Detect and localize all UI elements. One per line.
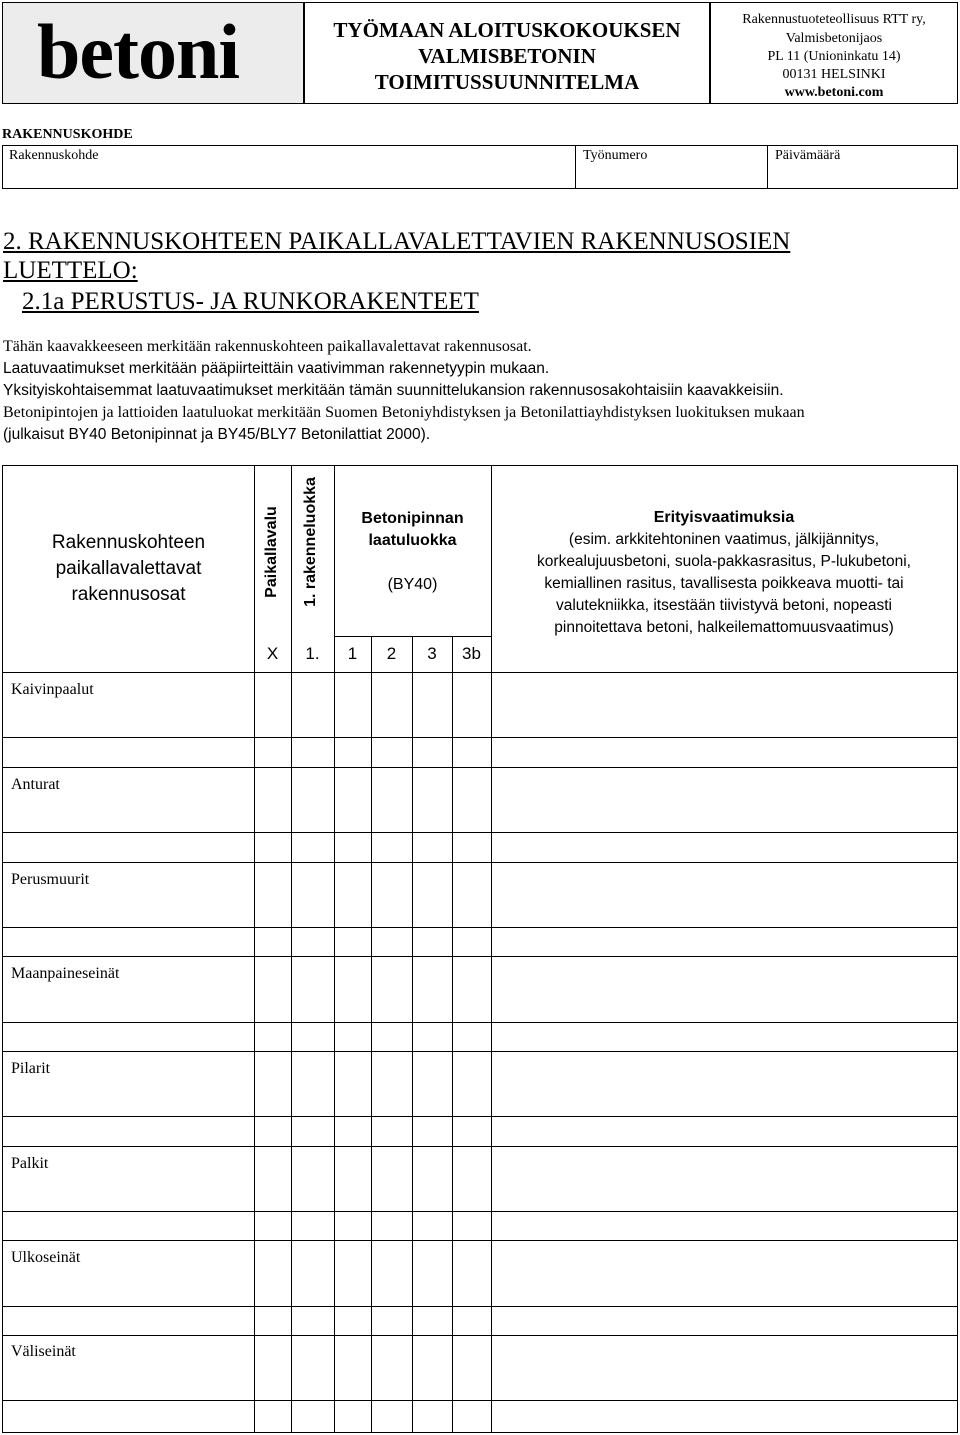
grid-line xyxy=(3,1146,957,1147)
address-line: 00131 HELSINKI xyxy=(782,67,886,82)
surface-class-column-header xyxy=(334,508,491,596)
grade-3b-header: 3b xyxy=(462,644,481,663)
grid-line xyxy=(3,832,957,833)
form-title-line: TYÖMAAN ALOITUSKOKOUKSEN xyxy=(333,18,681,42)
grid-line xyxy=(412,636,413,1432)
grid-line xyxy=(3,1116,957,1117)
grid-line xyxy=(291,672,292,1432)
grid-line xyxy=(452,636,453,1432)
structural-parts-table xyxy=(2,465,958,1433)
header-line: valutekniikka, itsestään tiivistyvä betoni, nopeasti xyxy=(555,597,892,614)
address-line: PL 11 (Unioninkatu 14) xyxy=(767,49,901,64)
grade-2-header: 2 xyxy=(386,644,397,663)
header-line: (esim. arkkitehtoninen vaatimus, jälkijännitys, xyxy=(568,531,880,548)
parts-column-header xyxy=(3,530,254,608)
row-label-anturat: Anturat xyxy=(11,776,60,793)
instruction-text: Betonipintojen ja lattioiden laatuluokat merkitään Suomen Betoniyhdistyksen ja Betonilattiayhdistyksen luokituksen mukaan xyxy=(3,404,805,421)
form-title-line: VALMISBETONIN xyxy=(418,44,596,68)
structural-class-column-header: 1. rakenneluokka xyxy=(302,477,319,607)
row-label-pilarit: Pilarit xyxy=(11,1060,51,1077)
grid-line xyxy=(334,636,335,1432)
row-label-kaivinpaalut: Kaivinpaalut xyxy=(11,681,94,698)
publisher-address xyxy=(710,2,958,104)
grid-line xyxy=(334,636,491,637)
instruction-text: Laatuvaatimukset merkitään pääpiirteittäin vaativimman rakennetyypin mukaan. xyxy=(3,360,550,377)
date-field[interactable]: Päivämäärä xyxy=(775,148,841,163)
project-section-label: RAKENNUSKOHDE xyxy=(2,127,133,142)
row-label-palkit: Palkit xyxy=(11,1155,49,1172)
header-line: pinnoitettava betoni, halkeilemattomuusvaatimus) xyxy=(554,619,894,636)
betoni-logo: betoni xyxy=(37,8,240,95)
instruction-text: Tähän kaavakkeeseen merkitään rakennuskohteen paikallavalettavat rakennusosat. xyxy=(3,338,532,355)
grid-line xyxy=(254,672,255,1432)
special-requirements-column-header xyxy=(491,507,957,639)
row-label-ulkoseinat: Ulkoseinät xyxy=(11,1249,81,1266)
address-line: Valmisbetonijaos xyxy=(785,31,883,46)
header-line: paikallavalettavat xyxy=(55,558,202,579)
grid-line xyxy=(3,1306,957,1307)
grid-line xyxy=(3,1022,957,1023)
header-line: Rakennuskohteen xyxy=(51,532,206,553)
address-line: Rakennustuoteteollisuus RTT ry, xyxy=(742,12,926,27)
instruction-text: Yksityiskohtaisemmat laatuvaatimukset merkitään tämän suunnittelukansion rakennusosakohtaisiin kaavakkeisiin. xyxy=(3,382,784,399)
row-label-maanpaineseinat: Maanpaineseinät xyxy=(11,965,120,982)
cast-in-place-column-header: Paikallavalu xyxy=(263,506,280,598)
header-line: (BY40) xyxy=(387,576,438,593)
grid-line xyxy=(3,862,957,863)
project-info-box xyxy=(2,145,958,189)
project-name-field[interactable]: Rakennuskohde xyxy=(9,148,99,163)
grid-line xyxy=(3,1335,957,1336)
section-heading-cont: LUETTELO: xyxy=(3,257,138,284)
grade-1-header: 1 xyxy=(347,644,358,663)
grid-line xyxy=(3,927,957,928)
cast-mark-header: X xyxy=(266,644,279,663)
grid-line xyxy=(3,1240,957,1241)
header-line: Betonipinnan xyxy=(361,510,464,527)
header-line: laatuluokka xyxy=(368,532,457,549)
section-heading: 2. RAKENNUSKOHTEEN PAIKALLAVALETTAVIEN RAKENNUSOSIEN xyxy=(3,228,791,255)
grid-line xyxy=(291,466,292,672)
grid-line xyxy=(3,672,957,673)
website-link[interactable]: www.betoni.com xyxy=(784,85,884,100)
subsection-heading: 2.1a PERUSTUS- JA RUNKORAKENTEET xyxy=(22,288,479,315)
grid-line xyxy=(3,767,957,768)
grid-line xyxy=(3,956,957,957)
instruction-text: (julkaisut BY40 Betonipinnat ja BY45/BLY7 Betonilattiat 2000). xyxy=(3,426,431,443)
class-mark-header: 1. xyxy=(305,644,320,663)
form-title xyxy=(304,2,710,104)
grid-line xyxy=(3,1051,957,1052)
grade-3-header: 3 xyxy=(427,644,437,663)
header-title: Erityisvaatimuksia xyxy=(653,509,795,526)
grid-line xyxy=(371,636,372,1432)
divider xyxy=(767,146,768,188)
grid-line xyxy=(491,672,492,1432)
row-label-perusmuurit: Perusmuurit xyxy=(11,871,90,888)
grid-line xyxy=(3,1400,957,1401)
form-title-line: TOIMITUSSUUNNITELMA xyxy=(374,70,640,94)
grid-line xyxy=(3,737,957,738)
header-line: korkealujuusbetoni, suola-pakkasrasitus, P-lukubetoni, xyxy=(537,553,911,570)
logo-cell xyxy=(2,2,304,104)
row-label-valiseinat: Väliseinät xyxy=(11,1343,76,1360)
header-line: kemiallinen rasitus, tavallisesta poikkeava muotti- tai xyxy=(544,575,904,592)
divider xyxy=(575,146,576,188)
header-line: rakennusosat xyxy=(71,584,186,605)
grid-line xyxy=(254,466,255,672)
form-header xyxy=(2,2,958,106)
work-number-field[interactable]: Työnumero xyxy=(583,148,648,163)
grid-line xyxy=(3,1211,957,1212)
